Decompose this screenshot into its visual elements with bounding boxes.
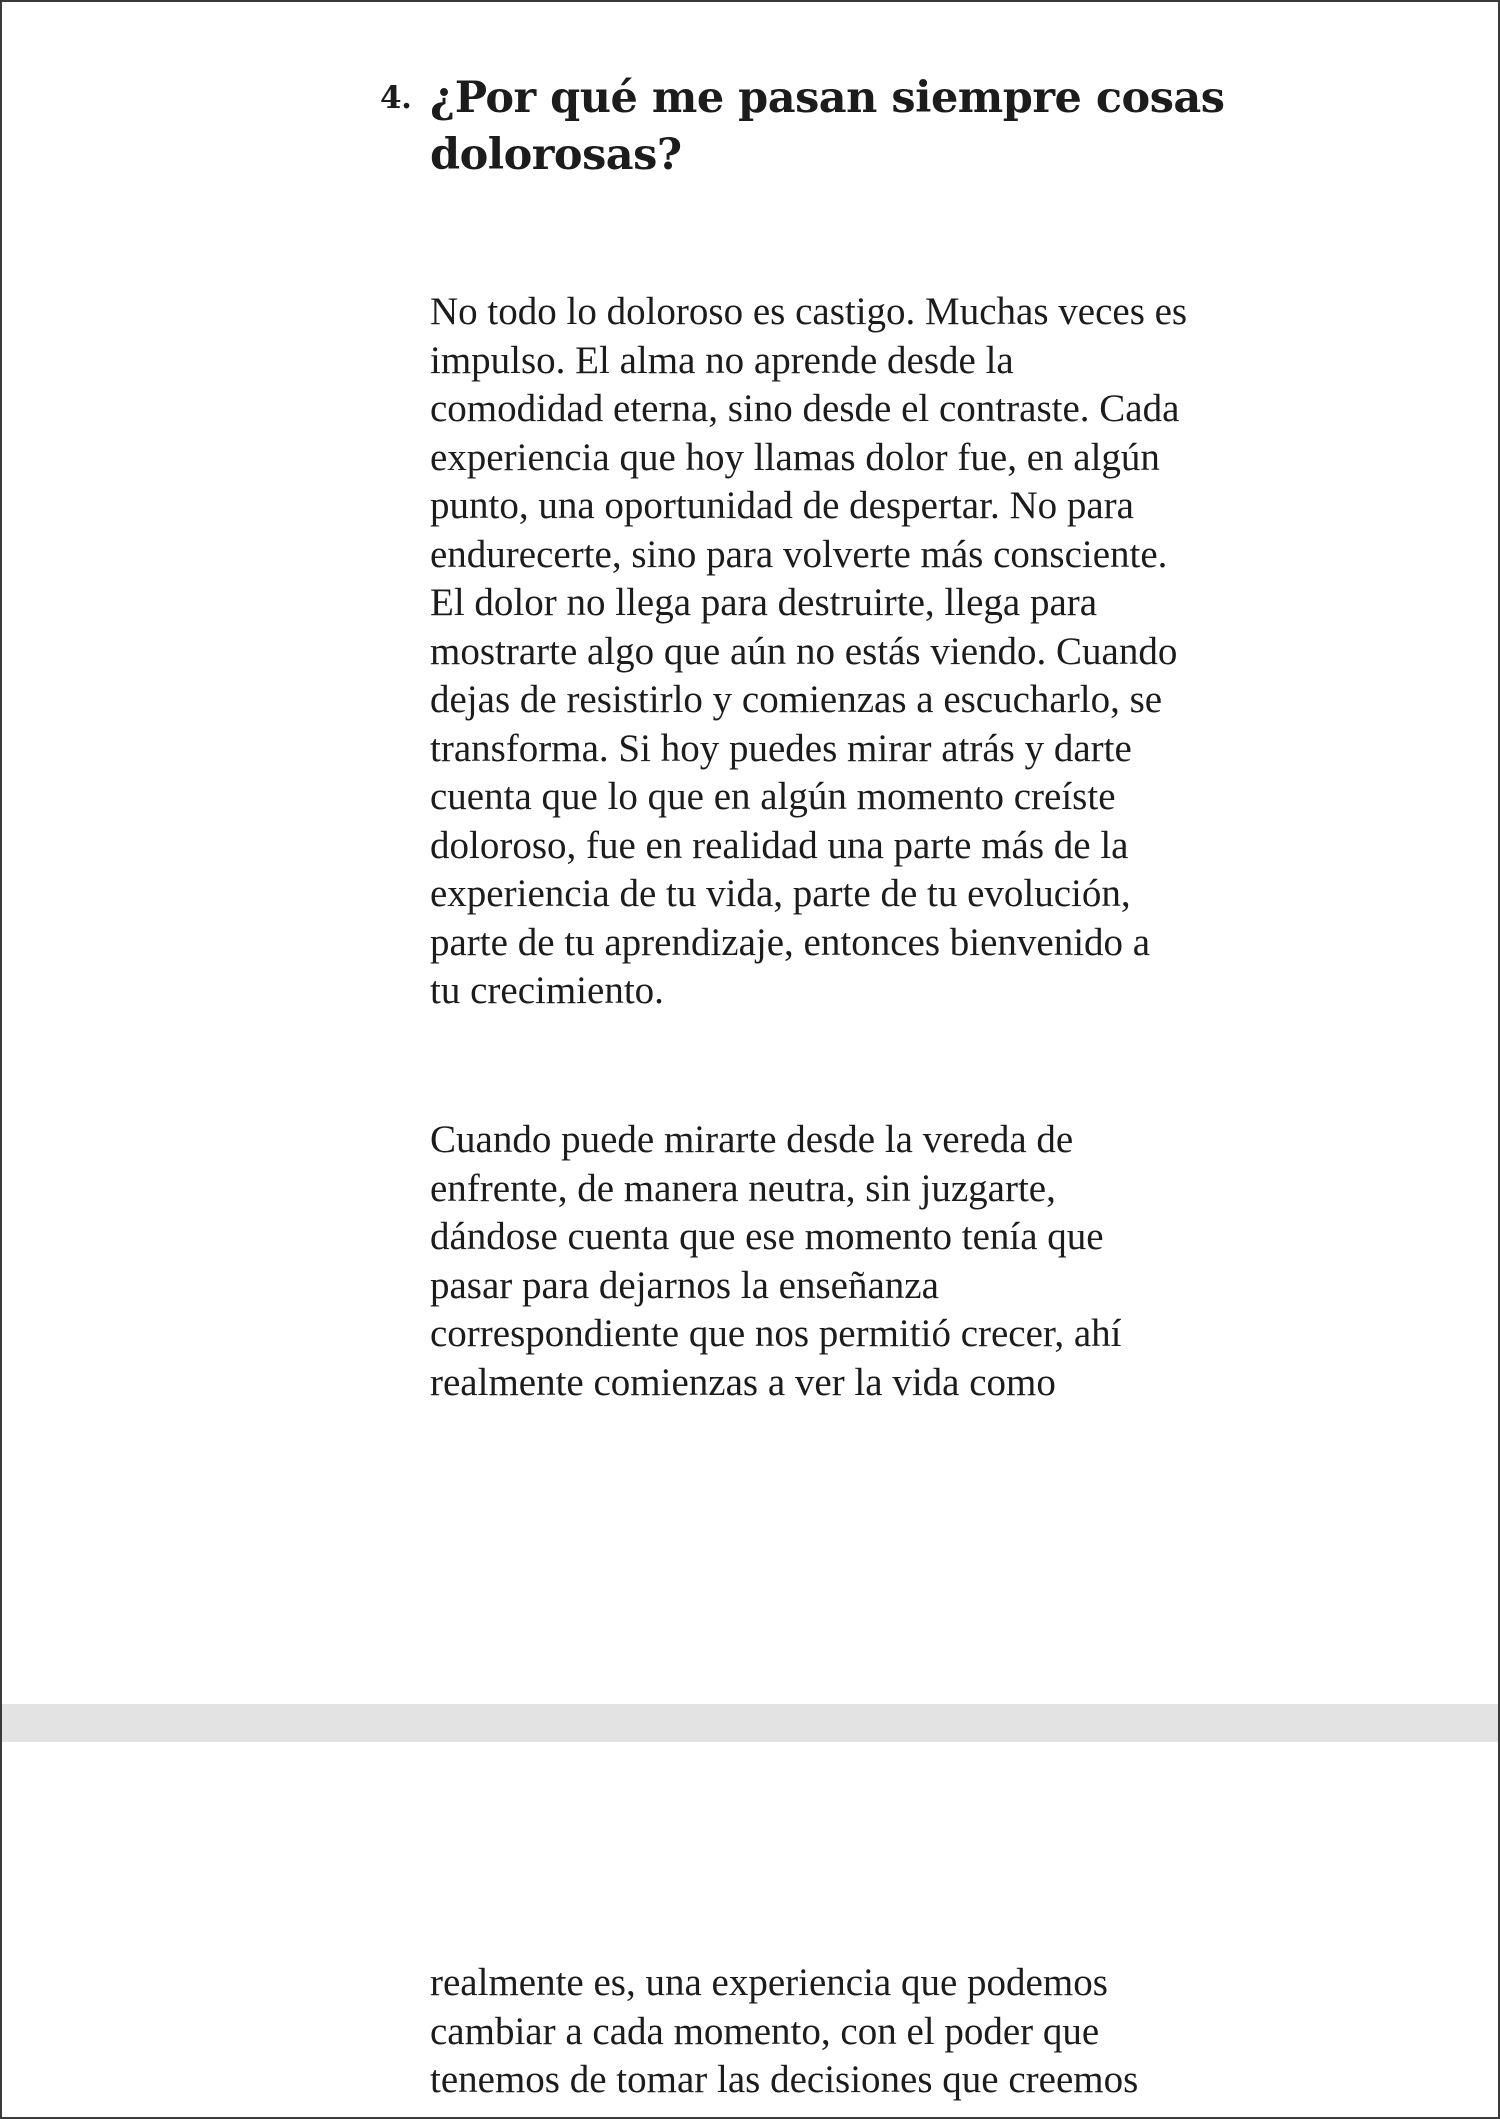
text-line: realmente es, una experiencia que podemos bbox=[430, 1961, 1108, 2004]
document-page bbox=[2, 1742, 1498, 2119]
body-paragraph: Cuando puede mirarte desde la vereda de enfrente, de manera neutra, sin juzgarte, dándose cuenta que ese momento tenía que pasar para dejarnos la enseñanza correspondiente que nos permitió crecer, ahí realmente comienzas a ver la vida como bbox=[430, 1118, 1122, 1404]
document-page bbox=[2, 2, 1498, 1704]
continued-paragraph bbox=[430, 1959, 1330, 2105]
body-paragraph: No todo lo doloroso es castigo. Muchas veces es impulso. El alma no aprende desde la comodidad eterna, sino desde el contraste. Cada experiencia que hoy llamas dolor fue, en algún punto, una oportunidad de despertar. No para endurecerte, sino para volverte más consciente. El dolor no llega para destruirte, llega para mostrarte algo que aún no estás viendo. Cuando dejas de resistirlo y comienzas a escucharlo, se transforma. Si hoy puedes mirar atrás y darte cuenta que lo que en algún momento creíste doloroso, fue en realidad una parte más de la experiencia de tu vida, parte de tu evolución, parte de tu aprendizaje, entonces bienvenido a tu crecimiento. bbox=[430, 290, 1188, 1012]
section-title: ¿Por qué me pasan siempre cosas dolorosas? bbox=[430, 73, 1225, 180]
section-heading bbox=[380, 70, 1280, 184]
section-number: 4. bbox=[380, 80, 412, 116]
text-line: tenemos de tomar las decisiones que creemos bbox=[430, 2058, 1139, 2101]
text-line: cambiar a cada momento, con el poder que bbox=[430, 2009, 1100, 2053]
page-separator bbox=[2, 1704, 1498, 1742]
